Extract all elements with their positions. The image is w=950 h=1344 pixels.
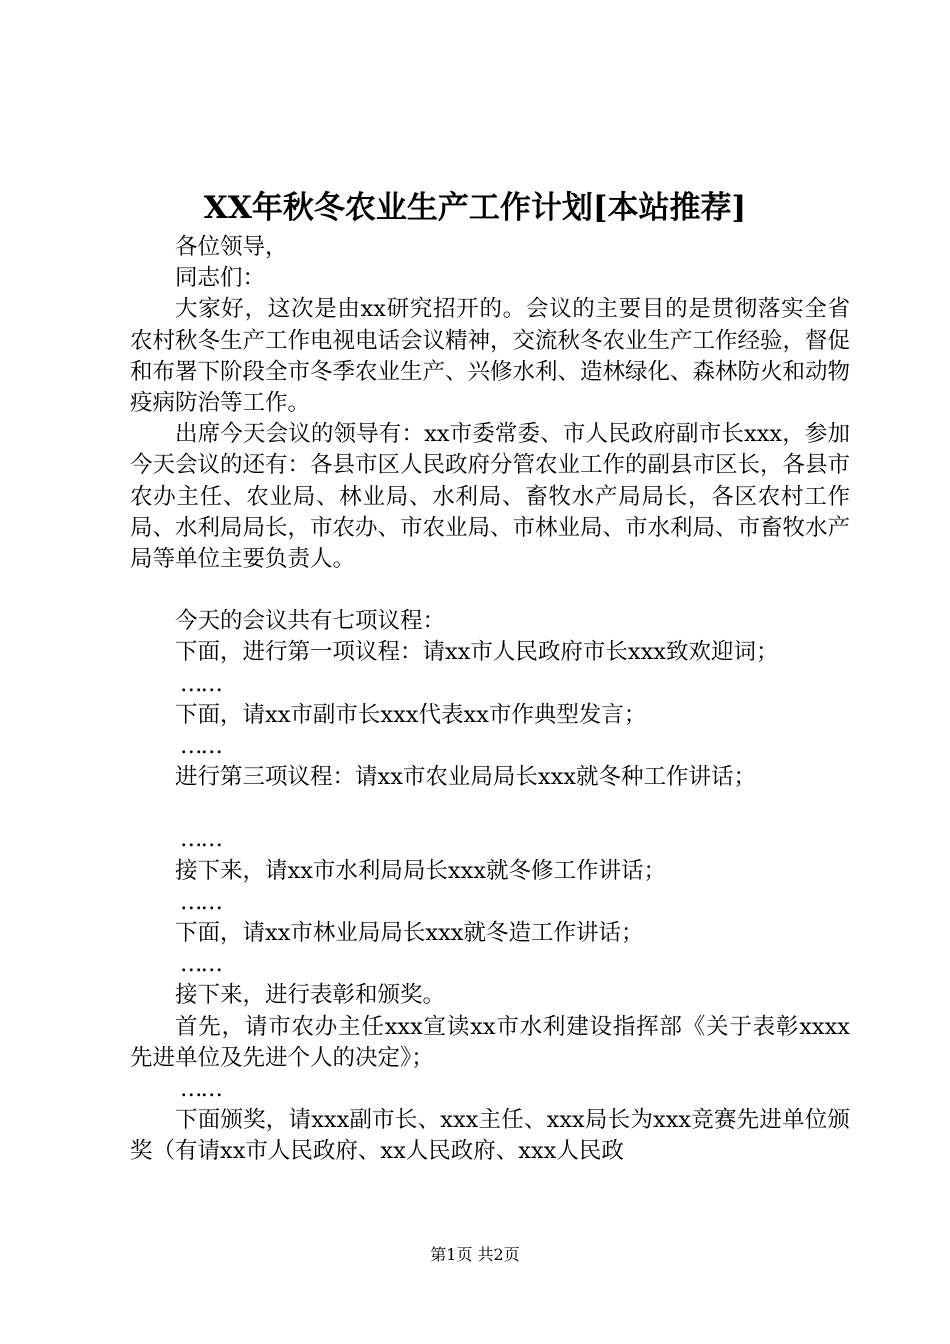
paragraph-gap xyxy=(130,793,850,824)
ellipsis: …… xyxy=(180,826,221,853)
agenda-item-1: 下面，进行第一项议程：请xx市人民政府市长xxx致欢迎词； xyxy=(175,639,779,666)
paragraph-gap xyxy=(130,575,850,606)
ellipsis: …… xyxy=(180,951,221,978)
document-body xyxy=(130,232,850,1168)
ellipsis: …… xyxy=(180,670,221,697)
document-title: XX年秋冬农业生产工作计划[本站推荐] xyxy=(203,190,747,226)
agenda-item-4: 接下来，请xx市水利局局长xxx就冬修工作讲话； xyxy=(175,857,666,884)
salutation-comrades: 同志们： xyxy=(175,265,266,292)
salutation-leaders: 各位领导， xyxy=(175,234,288,260)
agenda-intro: 今天的会议共有七项议程： xyxy=(175,608,446,635)
ellipsis: …… xyxy=(180,1076,221,1103)
ellipsis: …… xyxy=(180,733,221,760)
paragraph-purpose: 大家好，这次是由xx研究招开的。会议的主要目的是贯彻落实全省农村秋冬生产工作电视电话会议精神，交流秋冬农业生产工作经验，督促和布署下阶段全市冬季农业生产、兴修水利、造林绿化、森林防火和动物疫病防治等工作。 xyxy=(130,296,851,417)
agenda-item-5: 下面，请xx市林业局局长xxx就冬造工作讲话； xyxy=(175,920,644,947)
ellipsis: …… xyxy=(180,888,221,915)
paragraph-attendees: 出席今天会议的领导有：xx市委常委、市人民政府副市长xxx，参加今天会议的还有：各县市区人民政府分管农业工作的副县市区长，各县市农办主任、农业局、林业局、水利局、畜牧水产局局长，各区农村工作局、水利局局长，市农办、市农业局、市林业局、市水利局、市畜牧水产局等单位主要负责人。 xyxy=(130,421,851,573)
agenda-item-announcement: 首先，请市农办主任xxx宣读xx市水利建设指挥部《关于表彰xxxx先进单位及先进个人的决定》； xyxy=(130,1013,850,1071)
page-footer: 第1页 共2页 xyxy=(430,1245,520,1264)
agenda-item-3: 进行第三项议程：请xx市农业局局长xxx就冬种工作讲话； xyxy=(175,764,756,791)
agenda-item-awards: 接下来，进行表彰和颁奖。 xyxy=(175,982,446,1009)
agenda-item-presentation: 下面颁奖，请xxx副市长、xxx主任、xxx局长为xxx竞赛先进单位颁奖（有请xx市人民政府、xx人民政府、xxx人民政 xyxy=(130,1107,850,1165)
agenda-item-2: 下面，请xx市副市长xxx代表xx市作典型发言； xyxy=(175,701,647,728)
